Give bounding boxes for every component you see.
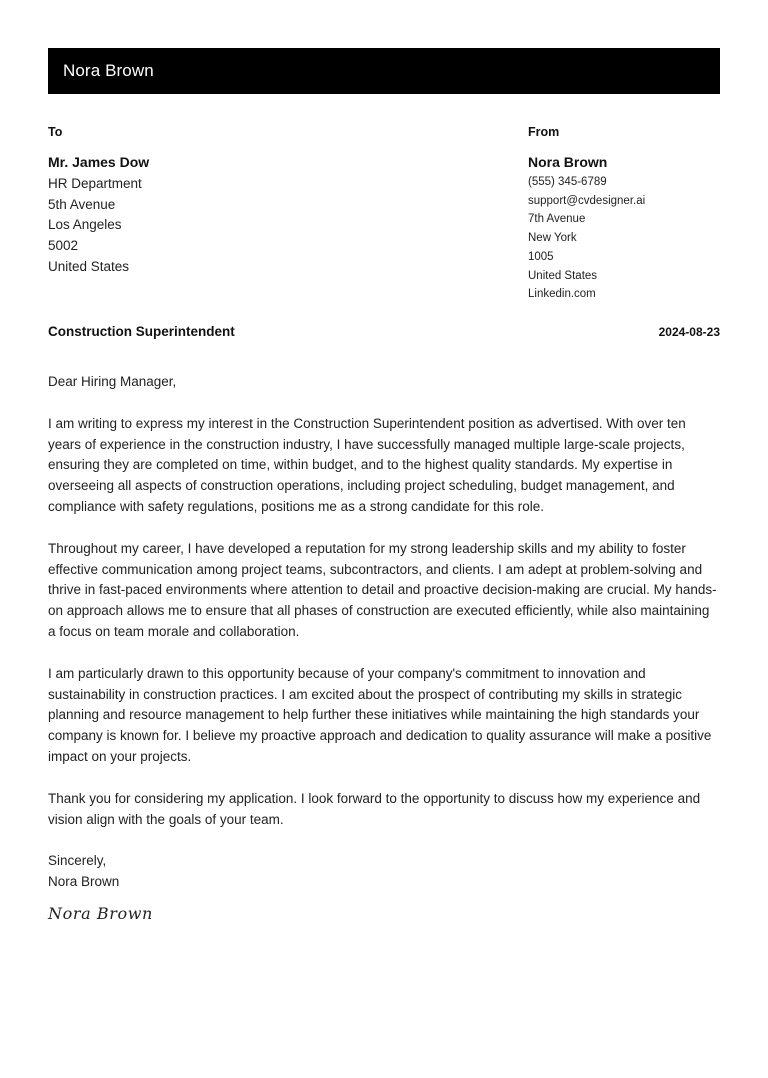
header-name: Nora Brown bbox=[63, 61, 154, 80]
sender-email: support@cvdesigner.ai bbox=[528, 194, 646, 207]
recipient-country: United States bbox=[48, 258, 130, 274]
recipient-postal-code: 5002 bbox=[48, 238, 79, 254]
signature: Nora Brown bbox=[48, 904, 153, 923]
recipient-street: 5th Avenue bbox=[48, 196, 116, 212]
body-paragraph: Thank you for considering my application. I look forward to the opportunity to discuss how my experience and vision align with the goals of your team. bbox=[48, 790, 701, 827]
sender-label: From bbox=[528, 125, 560, 139]
sender-linkedin: Linkedin.com bbox=[528, 288, 596, 301]
body-paragraph: I am particularly drawn to this opportunity because of your company's commitment to innovation and sustainability in construction practices. I am excited about the prospect of contributing my skills in strategic planning and resource management to help further these initiatives while maintaining the high standards your company is known for. I believe my proactive approach and dedication to quality assurance will make a positive impact on your projects. bbox=[48, 665, 712, 764]
closing-name: Nora Brown bbox=[48, 874, 120, 890]
sender-street: 7th Avenue bbox=[528, 213, 586, 226]
sender-city: New York bbox=[528, 232, 577, 245]
sender-country: United States bbox=[528, 269, 598, 282]
recipient-department: HR Department bbox=[48, 176, 142, 191]
position-title: Construction Superintendent bbox=[48, 324, 235, 339]
body-paragraph: I am writing to express my interest in the Construction Superintendent position as advertised. With over ten years of experience in the construction industry, I have successfully managed multiple large-scale projects, ensuring they are completed on time, within budget, and to the highest quality standards. My expertise in overseeing all aspects of construction operations, including project scheduling, budget management, and compliance with safety regulations, positions me as a strong candidate for this role. bbox=[48, 415, 686, 514]
sender-block bbox=[528, 124, 728, 304]
closing: Sincerely, bbox=[48, 853, 107, 869]
header-bar bbox=[48, 48, 720, 94]
sender-phone: (555) 345-6789 bbox=[528, 176, 607, 188]
sender-postal-code: 1005 bbox=[528, 250, 554, 263]
subject-row bbox=[48, 324, 720, 339]
recipient-block bbox=[48, 124, 408, 278]
recipient-label: To bbox=[48, 125, 63, 139]
recipient-name: Mr. James Dow bbox=[48, 154, 150, 170]
recipient-city: Los Angeles bbox=[48, 217, 122, 233]
letter-date: 2024-08-23 bbox=[658, 325, 720, 339]
sender-name: Nora Brown bbox=[528, 154, 608, 170]
body-paragraph: Throughout my career, I have developed a reputation for my strong leadership skills and my ability to foster effective communication among project teams, subcontractors, and clients. I am adept at problem-solving and thrive in fast-paced environments where attention to detail and proactive decision-making are crucial. My hands-on approach allows me to ensure that all phases of construction are executed efficiently, while also maintaining a focus on team morale and collaboration. bbox=[48, 540, 717, 639]
letter-body bbox=[48, 372, 720, 893]
salutation: Dear Hiring Manager, bbox=[48, 374, 177, 389]
